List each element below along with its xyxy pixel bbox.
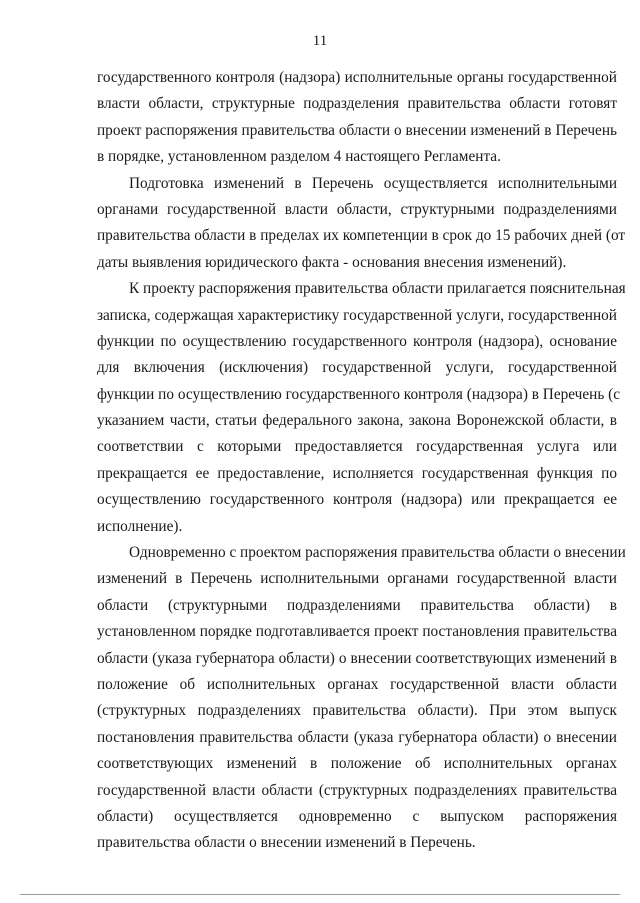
text-line: государственной власти области (структурных подразделениях правительства [97,781,617,799]
text-line: соответствии с которыми предоставляется государственная услуга или [97,438,617,456]
text-line: Подготовка изменений в Перечень осуществляется исполнительными [129,174,617,192]
text-line: государственного контроля (надзора) исполнительные органы государственной [97,69,617,86]
text-line: установленном порядке подготавливается проект постановления правительства [97,623,617,641]
text-line: Одновременно с проектом распоряжения правительства области о внесении [129,544,626,562]
text-line: К проекту распоряжения правительства области прилагается пояснительная [129,280,626,298]
text-line: (структурных подразделениях правительства области). При этом выпуск [97,702,617,720]
text-line: правительства области о внесении изменений в Перечень. [97,834,476,852]
page-bottom-rule [20,894,620,895]
text-line: функции по осуществлению государственного контроля (надзора) в Перечень (с [97,385,621,403]
text-line: области) осуществляется одновременно с выпуском распоряжения [97,807,617,825]
text-line: области (указа губернатора области) о внесении соответствующих изменений в [97,649,617,667]
text-line: постановления правительства области (указа губернатора области) о внесении [97,728,617,746]
text-line: власти области, структурные подразделения правительства области готовят [97,95,617,113]
page-number: 11 [312,33,328,49]
text-line: области (структурными подразделениями правительства области) в [97,596,617,614]
text-line: исполнение). [97,517,183,535]
text-line: соответствующих изменений в положение об исполнительных органах [97,755,617,773]
text-line: для включения (исключения) государственной услуги, государственной [97,359,617,377]
text-line: прекращается ее предоставление, исполняется государственная функция по [97,464,617,482]
text-line: даты выявления юридического факта - основания внесения изменений). [97,253,567,271]
text-line: положение об исполнительных органах государственной власти области [97,675,617,693]
paragraph-changes-preparation [97,171,626,277]
text-line: проект распоряжения правительства области о внесении изменений в Перечень [97,121,617,139]
text-line: органами государственной власти области, структурными подразделениями [97,200,617,218]
text-line: осуществлению государственного контроля (надзора) или прекращается ее [97,491,617,509]
text-line: правительства области в пределах их компетенции в срок до 15 рабочих дней (от [97,227,626,245]
text-line: записка, содержащая характеристику государственной услуги, государственной [97,306,617,324]
text-line: указанием части, статьи федерального закона, закона Воронежской области, в [97,412,617,430]
text-line: в порядке, установленном разделом 4 настоящего Регламента. [97,148,501,166]
text-line: функции по осуществлению государственного контроля (надзора), основание [97,332,617,350]
document-body [97,65,626,857]
paragraph-simultaneous-resolution [97,540,626,857]
paragraph-explanatory-note [97,276,626,540]
text-line: изменений в Перечень исполнительными органами государственной власти [97,570,617,588]
paragraph-continuation [97,65,617,171]
